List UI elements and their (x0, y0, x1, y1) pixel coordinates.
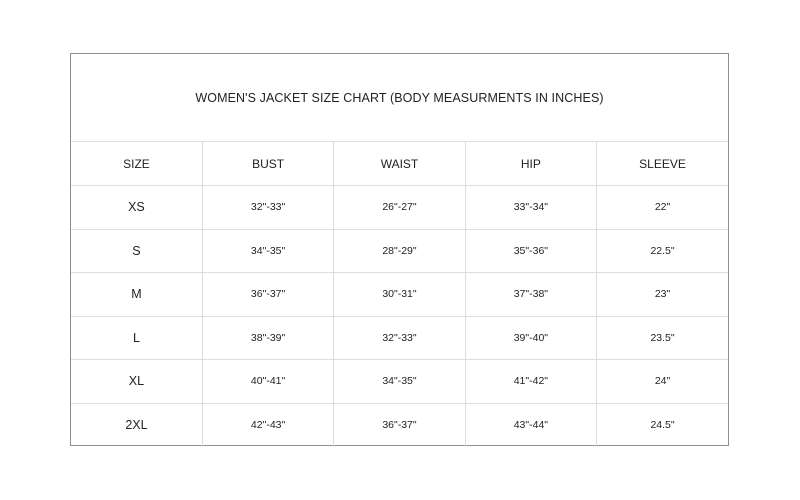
hip-cell: 37"-38" (465, 273, 596, 317)
hip-cell: 41"-42" (465, 360, 596, 404)
waist-cell: 36"-37" (334, 403, 465, 447)
table-row (71, 273, 728, 317)
sleeve-cell: 23" (597, 273, 728, 317)
size-chart (70, 53, 729, 446)
column-header-size: SIZE (71, 142, 202, 186)
waist-cell: 32"-33" (334, 316, 465, 360)
header-row (71, 142, 728, 186)
size-cell: L (71, 316, 202, 360)
column-header-waist: WAIST (334, 142, 465, 186)
table-row (71, 229, 728, 273)
waist-cell: 30"-31" (334, 273, 465, 317)
bust-cell: 36"-37" (202, 273, 333, 317)
sleeve-cell: 24" (597, 360, 728, 404)
chart-title: WOMEN'S JACKET SIZE CHART (BODY MEASURMENTS IN INCHES) (71, 54, 728, 142)
size-cell: XS (71, 186, 202, 230)
waist-cell: 28"-29" (334, 229, 465, 273)
hip-cell: 43"-44" (465, 403, 596, 447)
size-cell: XL (71, 360, 202, 404)
table-row (71, 360, 728, 404)
size-cell: M (71, 273, 202, 317)
bust-cell: 40"-41" (202, 360, 333, 404)
size-cell: 2XL (71, 403, 202, 447)
sleeve-cell: 23.5" (597, 316, 728, 360)
hip-cell: 35"-36" (465, 229, 596, 273)
table-row (71, 186, 728, 230)
bust-cell: 34"-35" (202, 229, 333, 273)
hip-cell: 33"-34" (465, 186, 596, 230)
sleeve-cell: 22.5" (597, 229, 728, 273)
waist-cell: 26"-27" (334, 186, 465, 230)
table-row (71, 403, 728, 447)
column-header-bust: BUST (202, 142, 333, 186)
bust-cell: 38"-39" (202, 316, 333, 360)
size-cell: S (71, 229, 202, 273)
bust-cell: 32"-33" (202, 186, 333, 230)
size-table (71, 142, 728, 447)
bust-cell: 42"-43" (202, 403, 333, 447)
sleeve-cell: 24.5" (650, 419, 675, 431)
sleeve-cell: 22" (597, 186, 728, 230)
hip-cell: 39"-40" (465, 316, 596, 360)
column-header-sleeve: SLEEVE (597, 142, 728, 186)
table-row (71, 316, 728, 360)
waist-cell: 34"-35" (334, 360, 465, 404)
column-header-hip: HIP (465, 142, 596, 186)
